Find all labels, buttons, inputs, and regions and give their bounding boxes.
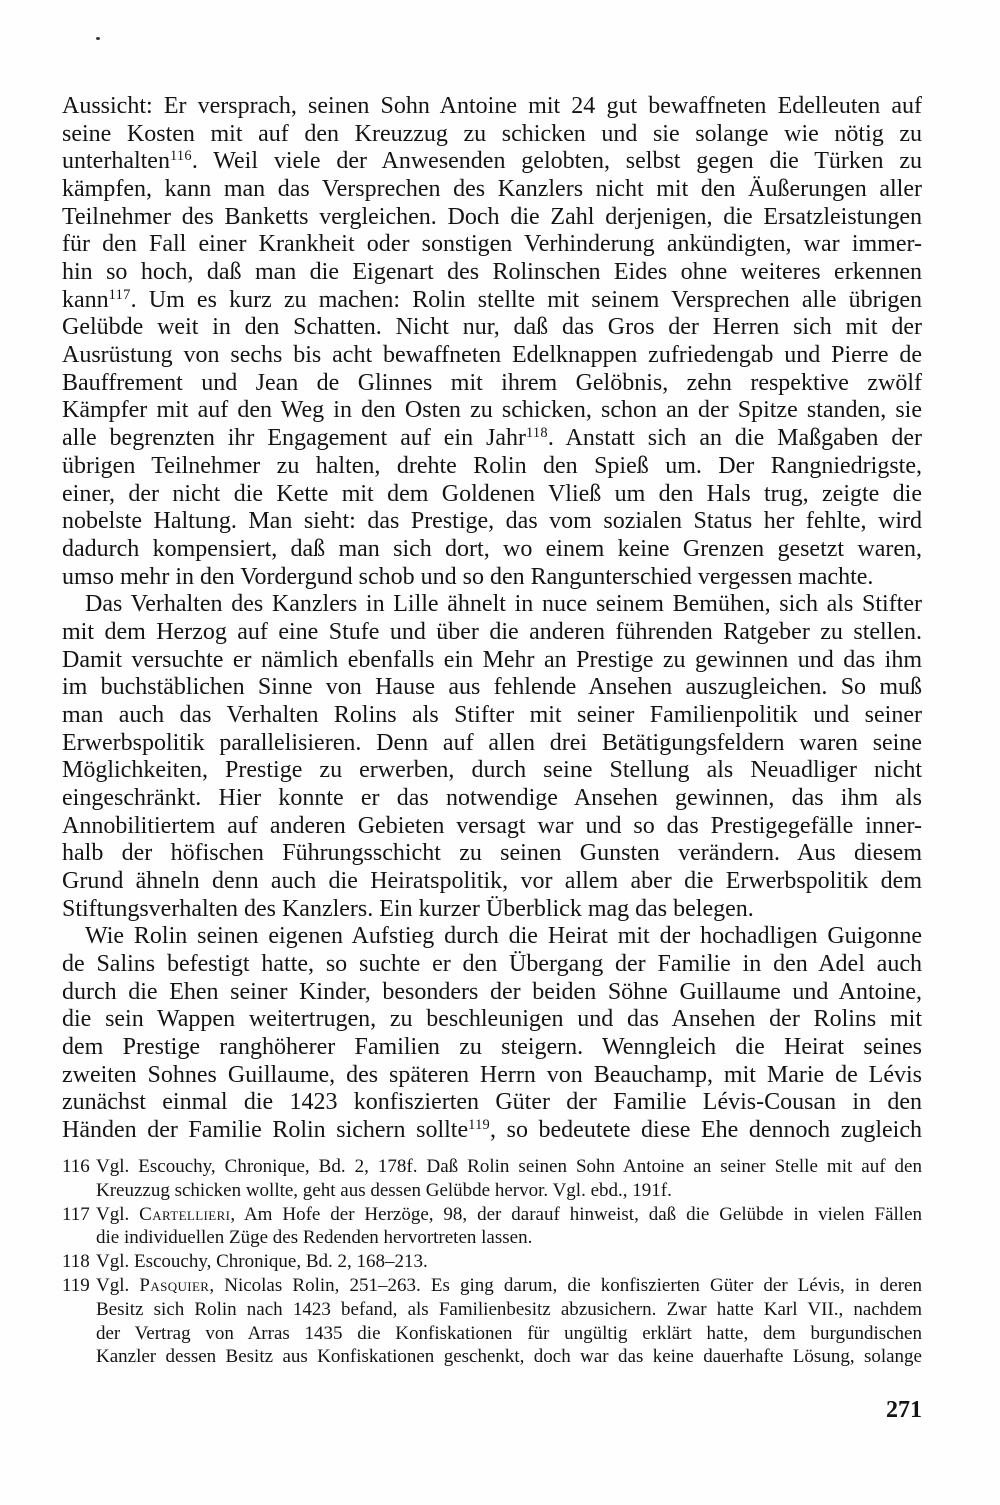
body-line: umso mehr in den Vordergund schob und so den Rangunterschied vergessen machte. xyxy=(62,563,874,590)
body-line: halb der höfischen Führungsschicht zu seinen Gunsten verändern. Aus diesem xyxy=(62,840,922,867)
text-run: , Am Hofe der Herzöge, 98, der darauf hinweist, daß die Gelübde in vielen Fällen xyxy=(230,1203,923,1225)
body-line: für den Fall einer Krankheit oder sonstigen Verhinderung ankündigten, war immer- xyxy=(62,231,922,258)
footnote-number: 119 xyxy=(62,1275,90,1296)
body-line: Erwerbspolitik parallelisieren. Denn auf allen drei Betätigungsfeldern waren seine xyxy=(62,729,922,756)
footnote-line xyxy=(96,1274,922,1298)
body-line: Möglichkeiten, Prestige zu erwerben, durch seine Stellung als Neuadliger nicht xyxy=(62,757,922,784)
footnote-line: Kanzler dessen Besitz aus Konfiskationen geschenkt, doch war das keine dauerhafte Lösung, solange xyxy=(96,1346,922,1368)
body-line: man auch das Verhalten Rolins als Stifter mit seiner Familienpolitik und seiner xyxy=(62,701,922,728)
footnote-ref: 118 xyxy=(525,425,548,442)
footnote-line: Besitz sich Rolin nach 1423 befand, als Familienbesitz abzusichern. Zwar hatte Karl VII., nachdem xyxy=(96,1298,922,1320)
scan-speck xyxy=(96,37,100,40)
body-line xyxy=(62,425,922,453)
text-run: . Weil viele der Anwesenden gelobten, selbst gegen die Türken zu xyxy=(191,148,922,175)
body-line: übrigen Teilnehmer zu halten, drehte Rolin den Spieß um. Der Rangniedrigste, xyxy=(62,452,922,479)
body-line: Aussicht: Er versprach, seinen Sohn Antoine mit 24 gut bewaffneten Edelleuten auf xyxy=(62,93,922,119)
text-run: Vgl. xyxy=(96,1203,140,1225)
cited-author-name: Cartellieri xyxy=(139,1203,231,1225)
body-line: Das Verhalten des Kanzlers in Lille ähnelt in nuce seinem Bemühen, sich als Stifter xyxy=(85,591,922,618)
footnote-line: Vgl. Escouchy, Chronique, Bd. 2, 168–213. xyxy=(96,1251,428,1273)
text-run: alle begrenzten ihr Engagement auf ein Jahr xyxy=(62,425,526,452)
body-line: die sein Wappen weitertrugen, zu beschleunigen und das Ansehen der Rolins mit xyxy=(62,1006,922,1033)
body-line: Gelübde weit in den Schatten. Nicht nur, daß das Gros der Herren sich mit der xyxy=(62,314,922,341)
body-line: Damit versuchte er nämlich ebenfalls ein Mehr an Prestige zu gewinnen und das ihm xyxy=(62,646,922,673)
body-line: nobelste Haltung. Man sieht: das Prestige, das vom sozialen Status her fehlte, wird xyxy=(62,508,922,535)
cited-author-name: Pasquier xyxy=(139,1275,210,1296)
text-run: . Um es kurz zu machen: Rolin stellte mit seinem Versprechen alle übrigen xyxy=(130,286,922,313)
text-run: , Nicolas Rolin, 251–263. Es ging darum, die konfiszierten Güter der Lévis, in deren xyxy=(209,1275,922,1296)
body-line: durch die Ehen seiner Kinder, besonders der beiden Söhne Guillaume und Antoine, xyxy=(62,978,922,1005)
body-line: Ausrüstung von sechs bis acht bewaffneten Edelknappen zufriedengab und Pierre de xyxy=(62,342,922,369)
body-line: de Salins befestigt hatte, so suchte er den Übergang der Familie in den Adel auch xyxy=(62,951,922,978)
body-line: zweiten Sohnes Guillaume, des späteren Herrn von Beauchamp, mit Marie de Lévis xyxy=(62,1061,922,1088)
footnote-line: Kreuzzug schicken wollte, geht aus dessen Gelübde hervor. Vgl. ebd., 191f. xyxy=(96,1179,672,1201)
body-line: im buchstäblichen Sinne von Hause aus fehlende Ansehen auszugleichen. So muß xyxy=(62,674,922,701)
footnote-number: 117 xyxy=(62,1203,90,1225)
body-line: Bauffrement und Jean de Glinnes mit ihrem Gelöbnis, zehn respektive zwölf xyxy=(62,369,922,396)
footnote-ref: 116 xyxy=(169,148,192,165)
footnote-line xyxy=(96,1203,922,1227)
text-run: Händen der Familie Rolin sichern sollte xyxy=(62,1117,469,1144)
footnotes xyxy=(62,1155,922,1375)
body-line: eingeschränkt. Hier konnte er das notwendige Ansehen gewinnen, das ihm als xyxy=(62,785,922,811)
text-run: Vgl. xyxy=(96,1275,140,1296)
body-line: seine Kosten mit auf den Kreuzzug zu schicken und sie solange wie nötig zu xyxy=(62,120,922,147)
body-line: Kämpfer mit auf den Weg in den Osten zu schicken, schon an der Spitze standen, sie xyxy=(62,397,922,424)
body-line: Stiftungsverhalten des Kanzlers. Ein kurzer Überblick mag das belegen. xyxy=(62,895,754,922)
text-run: kann xyxy=(62,286,109,313)
footnote-line: die individuellen Züge des Redenden hervortreten lassen. xyxy=(96,1227,533,1249)
body-line: Annobilitiertem auf anderen Gebieten versagt war und so das Prestigegefälle inner- xyxy=(62,812,922,839)
footnote-number: 116 xyxy=(62,1156,90,1177)
body-line: einer, der nicht die Kette mit dem Goldenen Vließ um den Hals trug, zeigte die xyxy=(62,480,922,507)
body-line xyxy=(62,148,922,176)
text-run: . Anstatt sich an die Maßgaben der xyxy=(547,425,922,452)
body-line xyxy=(62,1117,922,1145)
body-line: dem Prestige ranghöherer Familien zu steigern. Wenngleich die Heirat seines xyxy=(62,1034,922,1061)
body-line: mit dem Herzog auf eine Stufe und über die anderen führenden Ratgeber zu stellen. xyxy=(62,618,922,645)
body-line: Wie Rolin seinen eigenen Aufstieg durch die Heirat mit der hochadligen Guigonne xyxy=(85,923,922,950)
body-line: kämpfen, kann man das Versprechen des Kanzlers nicht mit den Äußerungen aller xyxy=(62,176,922,203)
body-text xyxy=(62,93,922,1153)
body-line: hin so hoch, daß man die Eigenart des Rolinschen Eides ohne weiteres erkennen xyxy=(62,259,922,286)
body-line: Grund ähneln denn auch die Heiratspolitik, vor allem aber die Erwerbspolitik dem xyxy=(62,868,922,895)
footnote-ref: 119 xyxy=(468,1117,491,1134)
footnote-line: der Vertrag von Arras 1435 die Konfiskationen für ungültig erklärt hatte, dem burgundischen xyxy=(96,1322,922,1344)
body-line: dadurch kompensiert, daß man sich dort, wo einem keine Grenzen gesetzt waren, xyxy=(62,535,922,562)
body-line: zunächst einmal die 1423 konfiszierten Güter der Familie Lévis-Cousan in den xyxy=(62,1089,922,1116)
footnote-number: 118 xyxy=(62,1251,90,1273)
footnote-line: Vgl. Escouchy, Chronique, Bd. 2, 178f. Daß Rolin seinen Sohn Antoine an seiner Stelle mit auf den xyxy=(96,1156,922,1177)
text-run: unterhalten xyxy=(62,148,170,175)
body-line xyxy=(62,287,922,315)
body-line: Teilnehmer des Banketts vergleichen. Doch die Zahl derjenigen, die Ersatzleistungen xyxy=(62,203,922,230)
page-number: 271 xyxy=(886,1397,922,1423)
footnote-ref: 117 xyxy=(108,286,131,303)
text-run: , so bedeutete diese Ehe dennoch zugleich xyxy=(490,1117,922,1144)
